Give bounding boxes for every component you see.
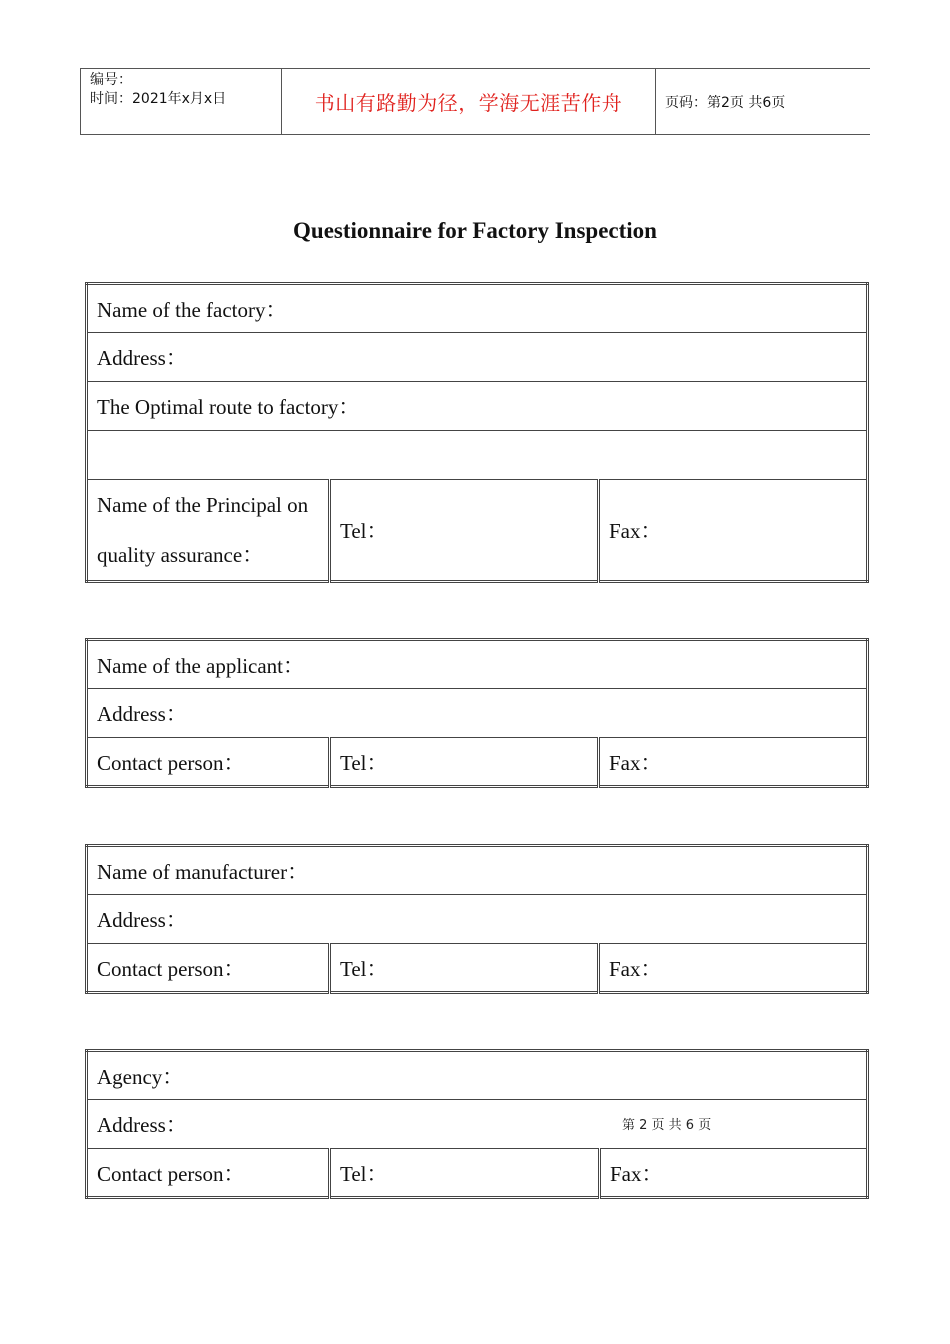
page-title: Questionnaire for Factory Inspection: [293, 218, 657, 243]
factory-table: [85, 282, 869, 583]
agency-fax-field[interactable]: Fax：: [600, 1149, 868, 1198]
factory-name-field[interactable]: Name of the factory：: [87, 284, 868, 333]
table-row: [87, 333, 868, 382]
table-row: [87, 640, 868, 689]
agency-name-field[interactable]: Agency：: [87, 1051, 868, 1100]
table-row: [87, 382, 868, 431]
header-page-label: 页码：第2页 共6页: [665, 94, 786, 111]
agency-address-field[interactable]: Address：: [87, 1100, 868, 1149]
manufacturer-address-field[interactable]: Address：: [87, 895, 868, 944]
applicant-fax-field[interactable]: Fax：: [599, 738, 868, 787]
agency-contact-field[interactable]: Contact person：: [87, 1149, 330, 1198]
factory-address-field[interactable]: Address：: [87, 333, 868, 382]
page-header: [80, 68, 870, 135]
table-row: [87, 944, 868, 993]
header-date-label: 时间：2021年x月x日: [90, 91, 227, 107]
applicant-table: [85, 638, 869, 788]
table-row: [87, 1149, 868, 1198]
manufacturer-name-field[interactable]: Name of manufacturer：: [87, 846, 868, 895]
manufacturer-contact-field[interactable]: Contact person：: [87, 944, 330, 993]
applicant-address-field[interactable]: Address：: [87, 689, 868, 738]
principal-name-field[interactable]: [87, 480, 330, 582]
applicant-name-field[interactable]: Name of the applicant：: [87, 640, 868, 689]
principal-label-line2: quality assurance：: [97, 543, 264, 567]
page-number-footer: 第 2 页 共 6 页: [622, 1118, 712, 1133]
header-motto: 书山有路勤为径，学海无涯苦作舟: [282, 69, 656, 134]
agency-tel-field[interactable]: Tel：: [330, 1149, 600, 1198]
applicant-contact-field[interactable]: Contact person：: [87, 738, 330, 787]
table-row: [87, 284, 868, 333]
principal-label-line1: Name of the Principal on: [97, 493, 309, 517]
manufacturer-tel-field[interactable]: Tel：: [330, 944, 599, 993]
manufacturer-fax-field[interactable]: Fax：: [599, 944, 868, 993]
table-row: [87, 895, 868, 944]
header-number-label: 编号：: [90, 72, 132, 88]
factory-route-blank-field[interactable]: [87, 431, 868, 480]
header-meta: [81, 69, 282, 134]
manufacturer-table: [85, 844, 869, 994]
table-row: [87, 1100, 868, 1149]
principal-fax-field[interactable]: Fax：: [599, 480, 868, 582]
factory-route-field[interactable]: The Optimal route to factory：: [87, 382, 868, 431]
table-row: [87, 480, 868, 582]
table-row: [87, 738, 868, 787]
principal-tel-field[interactable]: Tel：: [330, 480, 599, 582]
table-row: [87, 1051, 868, 1100]
table-row: [87, 431, 868, 480]
table-row: [87, 689, 868, 738]
agency-table: [85, 1049, 869, 1199]
table-row: [87, 846, 868, 895]
applicant-tel-field[interactable]: Tel：: [330, 738, 599, 787]
